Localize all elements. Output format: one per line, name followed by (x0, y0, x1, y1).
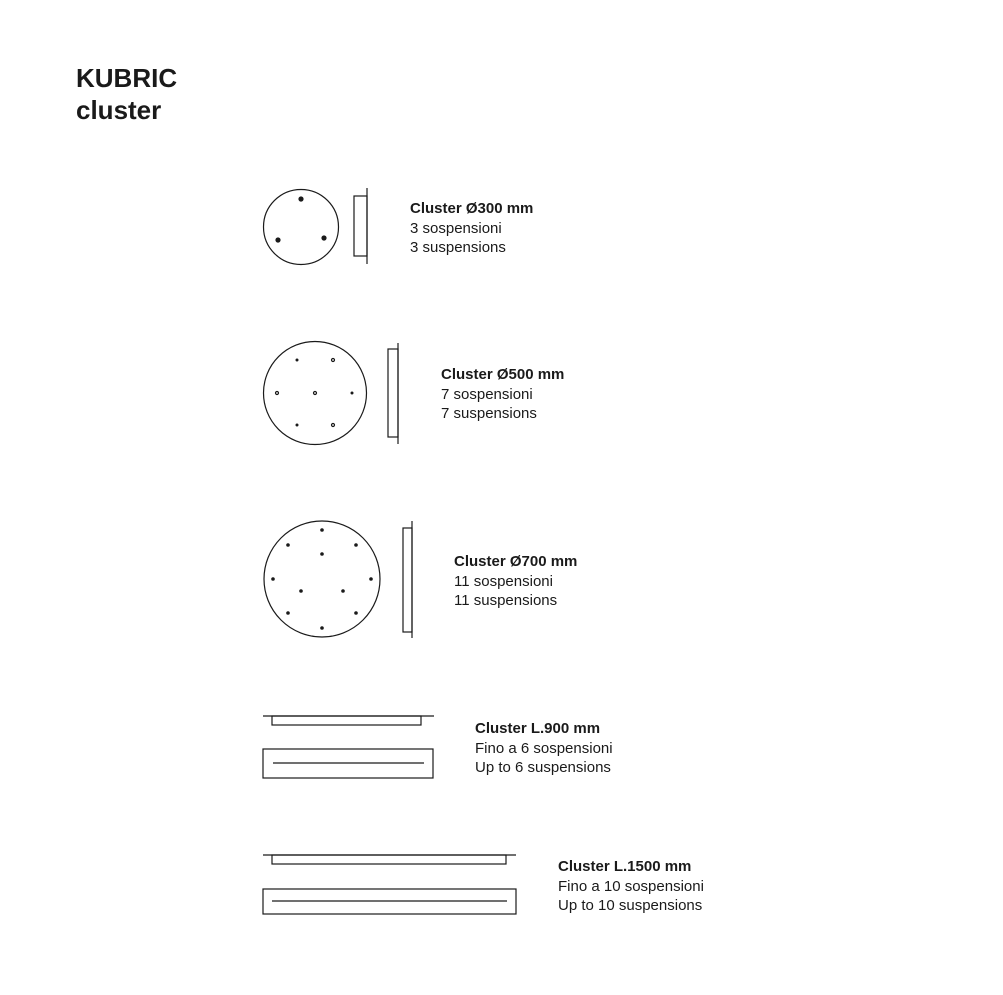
cluster-700-title: Cluster Ø700 mm (454, 553, 578, 570)
cluster-900-caption (475, 719, 613, 778)
cluster-500-italian: 7 sospensioni (441, 385, 533, 403)
cluster-900-title: Cluster L.900 mm (475, 720, 601, 737)
cluster-1500-side-view (263, 855, 516, 864)
cluster-500-side-view (388, 343, 398, 444)
cluster-500-suspension-points (276, 359, 354, 427)
brand-subtitle: cluster (76, 95, 162, 125)
cluster-700-italian: 11 sospensioni (454, 572, 553, 590)
cluster-500-english: 7 suspensions (441, 405, 537, 422)
cluster-1500-english: Up to 10 suspensions (558, 897, 703, 914)
cluster-1500-caption (558, 857, 704, 916)
cluster-300-side-view (354, 188, 367, 264)
cluster-300-suspension-points (275, 196, 326, 242)
cluster-300-english: 3 suspensions (410, 239, 506, 256)
cluster-1500-title: Cluster L.1500 mm (558, 858, 692, 875)
cluster-300-caption (410, 199, 533, 258)
cluster-700-top-view (264, 521, 380, 637)
cluster-900-english: Up to 6 suspensions (475, 759, 611, 776)
cluster-900-top-view (263, 749, 433, 778)
cluster-700-side-view (403, 521, 412, 638)
cluster-300-italian: 3 sospensioni (410, 219, 502, 237)
cluster-900-side-view (263, 716, 434, 725)
cluster-700-caption (454, 552, 577, 611)
cluster-700-english: 11 suspensions (454, 592, 558, 609)
cluster-500-caption (441, 365, 564, 424)
brand-name: KUBRIC (76, 63, 178, 93)
cluster-300-title: Cluster Ø300 mm (410, 200, 534, 217)
cluster-1500-top-view (263, 889, 516, 914)
cluster-1500-italian: Fino a 10 sospensioni (558, 877, 704, 895)
cluster-700-suspension-points (271, 528, 373, 630)
cluster-500-title: Cluster Ø500 mm (441, 366, 565, 383)
cluster-900-italian: Fino a 6 sospensioni (475, 739, 613, 757)
